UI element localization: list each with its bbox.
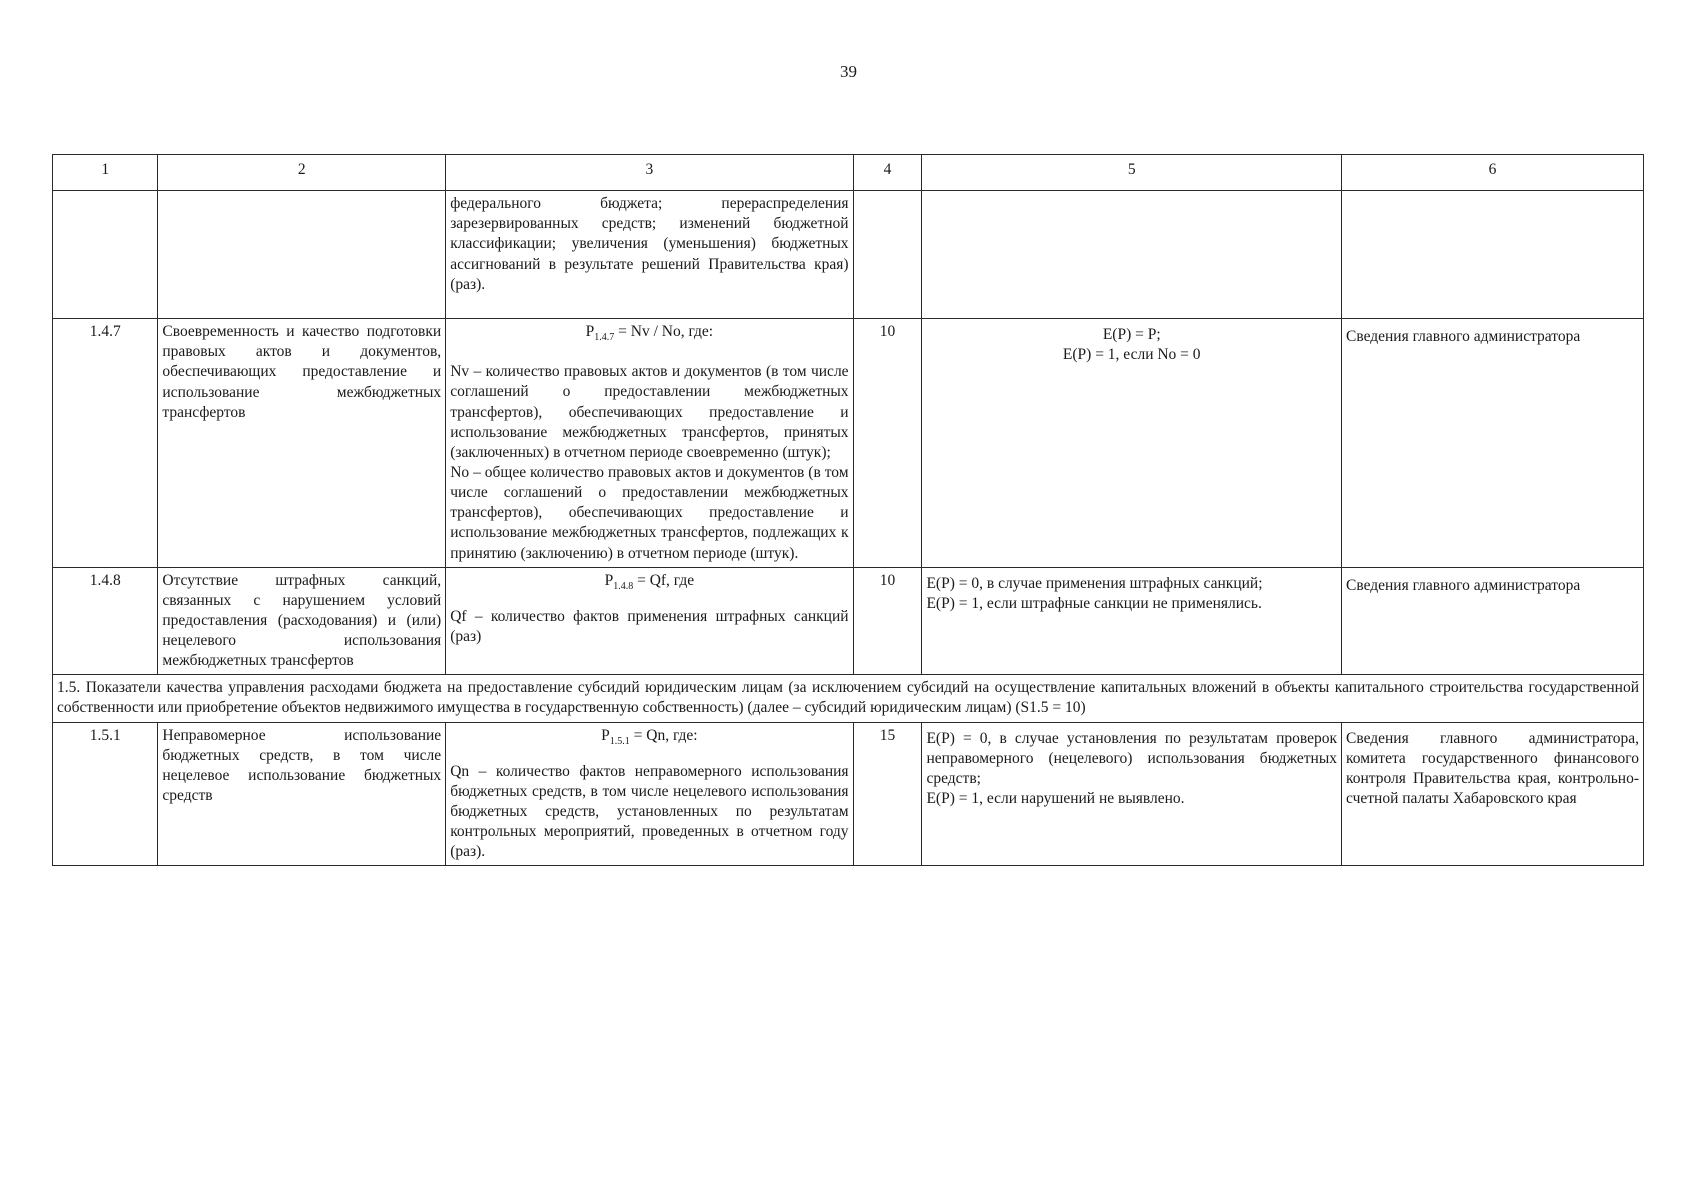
weight: 10 bbox=[853, 567, 922, 675]
section-heading: 1.5. Показатели качества управления расходами бюджета на предоставление субсидий юридическим лицам (за исключением субсидий на осуществление капитальных вложений в объекты капитального строительства государственной собственности или приобретение объектов недвижимого имущества в государственную собственность) (далее – субсидий юридическим лицам) (S1.5 = 10) bbox=[53, 675, 1644, 722]
indicators-table bbox=[52, 154, 1644, 866]
formula-cell bbox=[446, 319, 853, 568]
evaluation-line: E(P) = 0, в случае применения штрафных санкций; bbox=[926, 574, 1263, 592]
cell-empty bbox=[53, 191, 158, 319]
evaluation-cell bbox=[922, 722, 1342, 866]
row-code: 1.4.8 bbox=[53, 567, 158, 675]
header-col-1: 1 bbox=[53, 155, 158, 191]
table-row-1-5-1 bbox=[53, 722, 1644, 866]
formula-cell bbox=[446, 567, 853, 675]
evaluation-cell bbox=[922, 319, 1342, 568]
data-source: Сведения главного администратора, комитета государственного финансового контроля Правительства края, контрольно-счетной палаты Хабаровского края bbox=[1342, 722, 1644, 866]
header-col-4: 4 bbox=[853, 155, 922, 191]
formula-description: No – общее количество правовых актов и документов (в том числе соглашений о предоставлении межбюджетных трансфертов), обеспечивающих предоставление и использование межбюджетных трансфертов, подлежащих к принятию (заключению) в отчетном периоде (штук). bbox=[450, 463, 849, 562]
section-row-1-5 bbox=[53, 675, 1644, 722]
weight: 10 bbox=[853, 319, 922, 568]
formula: $P_{1.5.1} = Qn$, где: bbox=[601, 726, 698, 747]
header-col-5: 5 bbox=[922, 155, 1342, 191]
row-code: 1.4.7 bbox=[53, 319, 158, 568]
header-col-6: 6 bbox=[1342, 155, 1644, 191]
data-source: Сведения главного администратора bbox=[1342, 567, 1644, 675]
weight: 15 bbox=[853, 722, 922, 866]
formula-description: Nv – количество правовых актов и документов (в том числе соглашений о предоставлении межбюджетных трансфертов), обеспечивающих предоставление и использование межбюджетных трансфертов, принятых (заключенных) в отчетном периоде своевременно (штук); bbox=[450, 363, 849, 461]
evaluation-line: E(P) = 1, если нарушений не выявлено. bbox=[926, 790, 1185, 808]
continuation-text: федерального бюджета; перераспределения зарезервированных средств; изменений бюджетной классификации; увеличения (уменьшения) бюджетных ассигнований в результате решений Правительства края) (раз). bbox=[446, 191, 853, 319]
table-row-continuation bbox=[53, 191, 1644, 319]
cell-empty bbox=[853, 191, 922, 319]
cell-empty bbox=[1342, 191, 1644, 319]
cell-empty bbox=[922, 191, 1342, 319]
row-code: 1.5.1 bbox=[53, 722, 158, 866]
header-col-2: 2 bbox=[158, 155, 446, 191]
formula: $P_{1.4.8} = Qf$, где bbox=[604, 571, 695, 592]
header-col-3: 3 bbox=[446, 155, 853, 191]
evaluation-cell bbox=[922, 567, 1342, 675]
evaluation-line: E(P) = 1, если штрафные санкции не применялись. bbox=[926, 594, 1262, 612]
table-row-1-4-7 bbox=[53, 319, 1644, 568]
evaluation-line: E(P) = 0, в случае установления по результатам проверок неправомерного (нецелевого) использования бюджетных средств; bbox=[926, 729, 1337, 787]
evaluation-line: E(P) = 1, если No = 0 bbox=[1062, 346, 1201, 364]
indicator-name: Неправомерное использование бюджетных средств, в том числе нецелевое использование бюджетных средств bbox=[158, 722, 446, 866]
formula-description: Qf – количество фактов применения штрафных санкций (раз) bbox=[450, 607, 849, 645]
page-number: 39 bbox=[840, 62, 857, 81]
evaluation-line: E(P) = P; bbox=[1102, 326, 1161, 344]
data-source: Сведения главного администратора bbox=[1342, 319, 1644, 568]
formula-cell bbox=[446, 722, 853, 866]
header-row bbox=[53, 155, 1644, 191]
table-row-1-4-8 bbox=[53, 567, 1644, 675]
indicator-name: Своевременность и качество подготовки правовых актов и документов, обеспечивающих предоставление и использование межбюджетных трансфертов bbox=[158, 319, 446, 568]
cell-empty bbox=[158, 191, 446, 319]
formula: $P_{1.4.7} = Nv / No$, где: bbox=[585, 323, 714, 344]
formula-description: Qn – количество фактов неправомерного использования бюджетных средств, в том числе нецелевого использования бюджетных средств, установленных по результатам контрольных мероприятий, проведенных в отчетном году (раз). bbox=[450, 762, 849, 861]
indicator-name: Отсутствие штрафных санкций, связанных с нарушением условий предоставления (расходования) и (или) нецелевого использования межбюджетных трансфертов bbox=[158, 567, 446, 675]
